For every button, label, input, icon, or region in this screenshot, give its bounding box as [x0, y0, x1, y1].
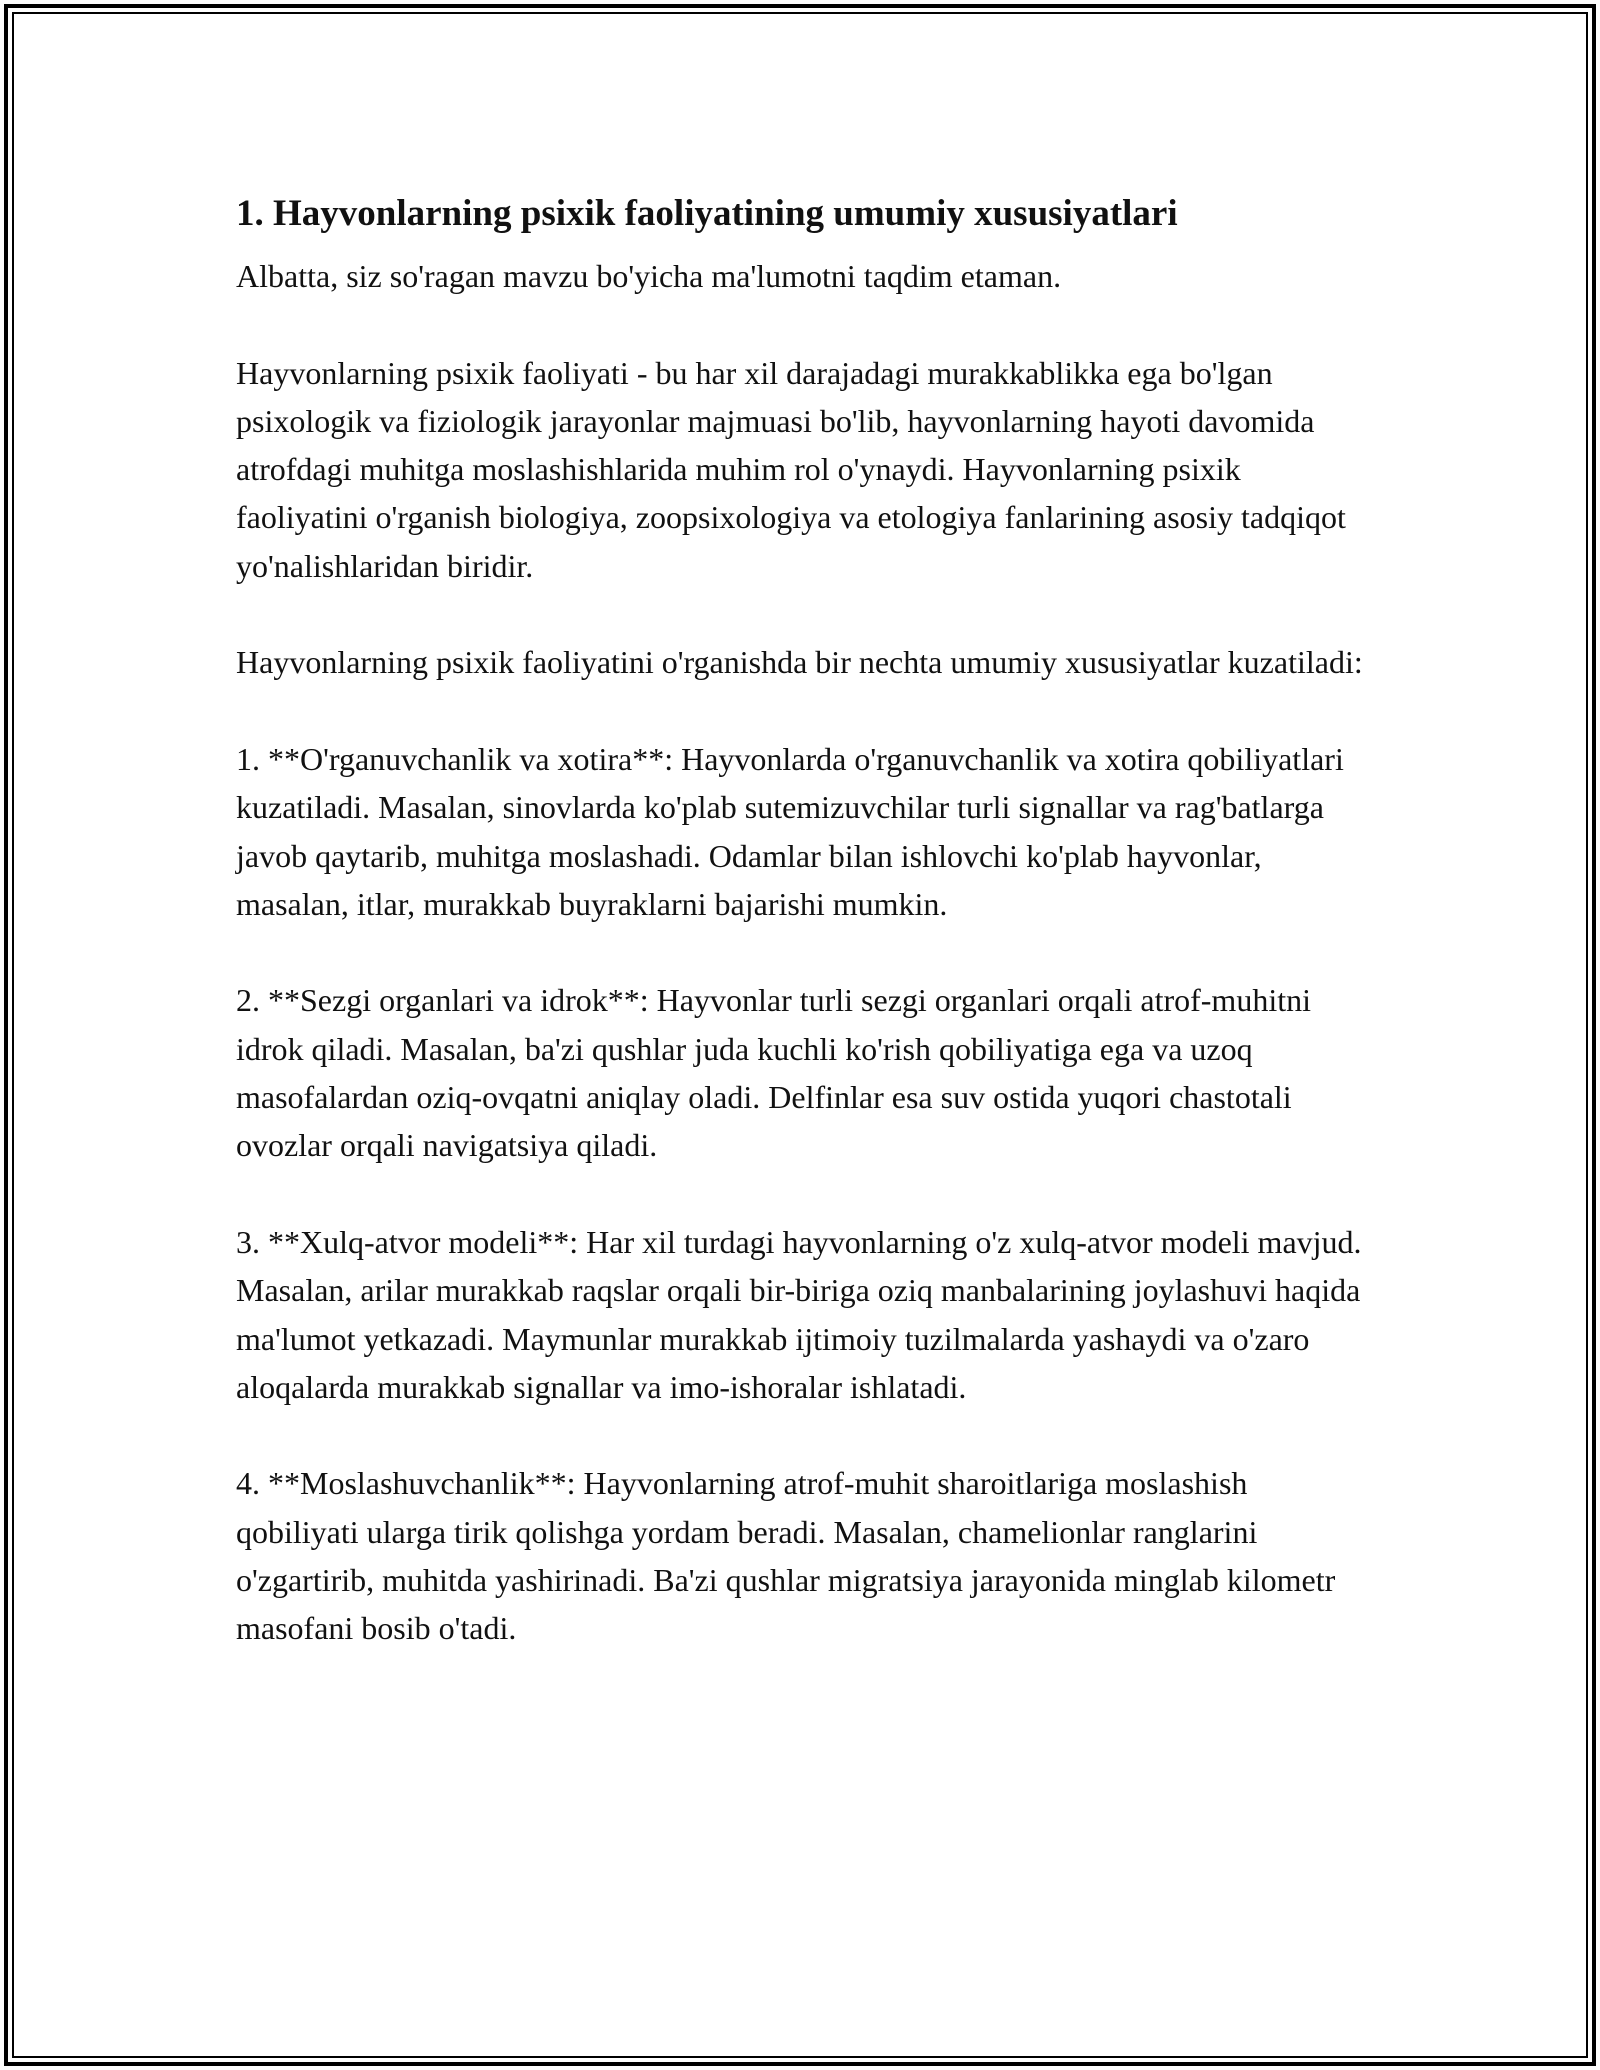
list-item-adaptability: 4. **Moslashuvchanlik**: Hayvonlarning atrof-muhit sharoitlariga moslashish qobiliyati ularga tirik qolishga yordam beradi. Masalan, chamelionlar ranglarini o'zgartirib, muhitda yashirinadi. Ba'zi qushlar migratsiya jarayonida minglab kilometr masofani bosib o'tadi. — [236, 1465, 1336, 1647]
paragraph-list-lead: Hayvonlarning psixik faoliyatini o'rganishda bir nechta umumiy xususiyatlar kuzatiladi: — [236, 644, 1363, 681]
list-item-learning-memory: 1. **O'rganuvchanlik va xotira**: Hayvonlarda o'rganuvchanlik va xotira qobiliyatlari kuzatiladi. Masalan, sinovlarda ko'plab sutemizuvchilar turli signallar va rag'batlarga javob qaytarib, muhitga moslashadi. Odamlar bilan ishlovchi ko'plab hayvonlar, masalan, itlar, murakkab buyraklarni bajarishi mumkin. — [236, 740, 1344, 922]
document-body — [236, 186, 1376, 1701]
list-item-senses-perception: 2. **Sezgi organlari va idrok**: Hayvonlar turli sezgi organlari orqali atrof-muhitni idrok qiladi. Masalan, ba'zi qushlar juda kuchli ko'rish qobiliyatiga ega va uzoq masofalardan oziq-ovqatni aniqlay oladi. Delfinlar esa suv ostida yuqori chastotali ovozlar orqali navigatsiya qiladi. — [236, 982, 1311, 1164]
paragraph-definition: Hayvonlarning psixik faoliyati - bu har xil darajadagi murakkablikka ega bo'lgan psixologik va fiziologik jarayonlar majmuasi bo'lib, hayvonlarning hayoti davomida atrofdagi muhitga moslashishlarida muhim rol o'ynaydi. Hayvonlarning psixik faoliyatini o'rganish biologiya, zoopsixologiya va etologiya fanlarining asosiy tadqiqot yo'nalishlaridan biridir. — [236, 354, 1346, 584]
paragraph-intro: Albatta, siz so'ragan mavzu bo'yicha ma'lumotni taqdim etaman. — [236, 258, 1062, 294]
list-item-behavior-model: 3. **Xulq-atvor modeli**: Har xil turdagi hayvonlarning o'z xulq-atvor modeli mavjud. Masalan, arilar murakkab raqslar orqali bir-biriga oziq manbalarining joylashuvi haqida ma'lumot yetkazadi. Maymunlar murakkab ijtimoiy tuzilmalarda yashaydi va o'zaro aloqalarda murakkab signallar va imo-ishoralar ishlatadi. — [236, 1223, 1362, 1405]
document-title: 1. Hayvonlarning psixik faoliyatining umumiy xususiyatlari — [236, 193, 1178, 234]
